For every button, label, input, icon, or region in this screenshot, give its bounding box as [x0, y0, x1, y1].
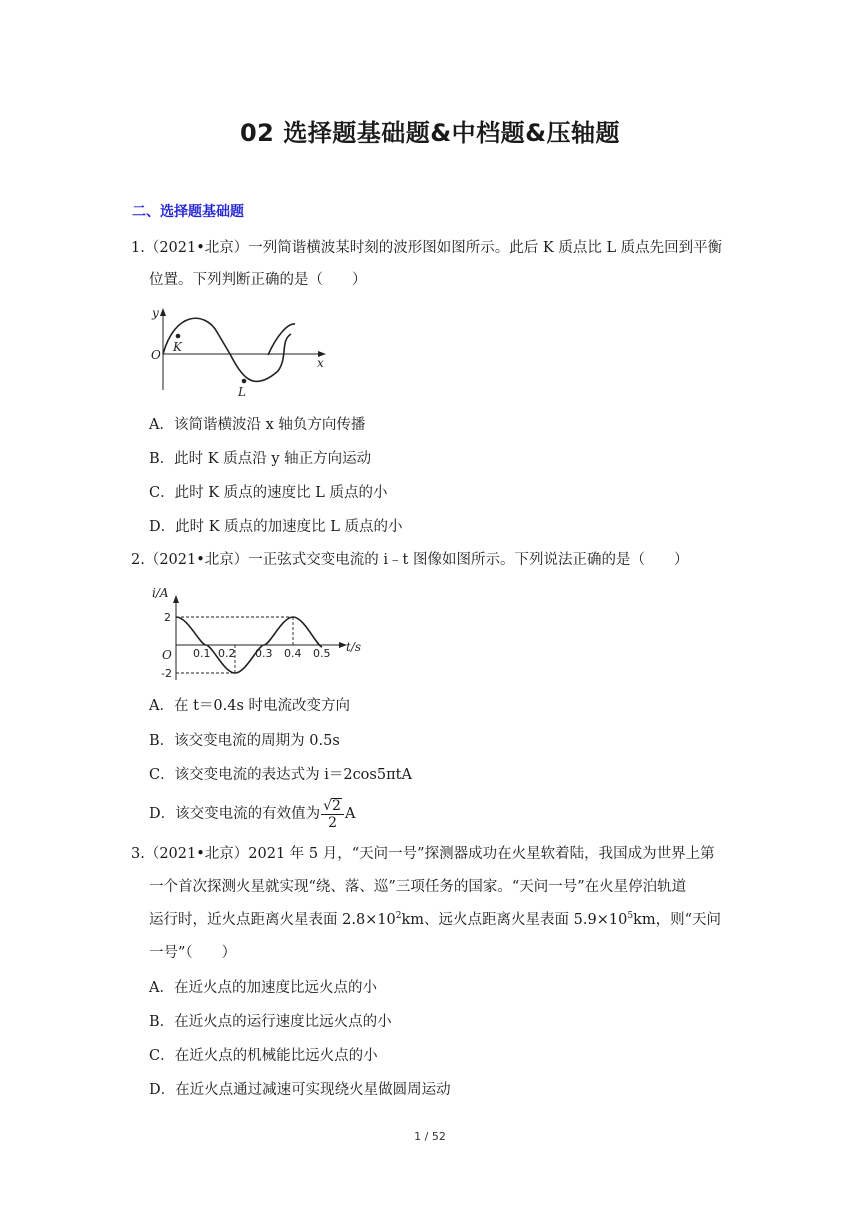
question-3-option-d: D．在近火点通过减速可实现绕火星做圆周运动: [149, 1082, 451, 1098]
q1-wave-curve: [163, 318, 291, 381]
question-2-current-figure: [148, 585, 373, 685]
question-1-option-b: B．此时 K 质点沿 y 轴正方向运动: [149, 451, 372, 467]
question-2-option-a: A．在 t＝0.4s 时电流改变方向: [149, 698, 351, 714]
q2-origin-label: O: [162, 648, 172, 662]
question-3-stem-line2: 一个首次探测火星就实现“绕、落、巡”三项任务的国家。“天问一号”在火星停泊轨道: [149, 879, 687, 895]
q2-x-tick-03: 0.3: [255, 647, 273, 660]
q3-line3-part2: km、远火点距离火星表面 5.9×10: [401, 912, 628, 928]
q2-x-tick-01: 0.1: [193, 647, 211, 660]
q2-y-tick-neg: -2: [161, 667, 172, 680]
q1-x-label: x: [317, 356, 324, 370]
q2-x-tick-02: 0.2: [218, 647, 236, 660]
section-heading: 二、选择题基础题: [132, 204, 244, 220]
question-3-option-c: C．在近火点的机械能比远火点的小: [149, 1048, 378, 1064]
question-3-stem-line1: 3.（2021•北京）2021 年 5 月，“天问一号”探测器成功在火星软着陆，我国成为世界上第: [131, 846, 715, 862]
q2-y-tick-pos: 2: [164, 611, 171, 624]
q1-l-label: L: [238, 385, 246, 399]
q2-x-label: t/s: [346, 640, 362, 654]
q1-y-label: y: [152, 306, 159, 320]
q2-y-label: i/A: [152, 586, 169, 600]
question-2-stem-line1: 2.（2021•北京）一正弦式交变电流的 i﹣t 图像如图所示。下列说法正确的是（ ）: [131, 552, 689, 568]
question-3-stem-line4: 一号”（ ）: [149, 945, 237, 961]
q3-exponent-1: 2: [395, 911, 402, 921]
question-1-stem-line1: 1.（2021•北京）一列简谐横波某时刻的波形图如图所示。此后 K 质点比 L 质点先回到平衡: [131, 240, 723, 256]
question-3-option-a: A．在近火点的加速度比远火点的小: [149, 980, 377, 996]
q1-k-label: K: [173, 340, 182, 354]
page-title: 02 选择题基础题&中档题&压轴题: [239, 119, 621, 147]
question-1-wave-figure: [150, 305, 335, 400]
q2-i-axis-arrow: [173, 595, 179, 603]
q3-exponent-2: 5: [627, 911, 634, 921]
q1-point-k: [176, 334, 181, 339]
question-3-option-b: B．在近火点的运行速度比远火点的小: [149, 1014, 392, 1030]
q3-line3-part3: km，则“天问: [633, 912, 722, 928]
question-2-option-d: [149, 795, 355, 833]
q3-line3-part1: 运行时，近火点距离火星表面 2.8×10: [149, 912, 396, 928]
q1-origin-label: O: [151, 348, 161, 362]
page-number: 1 / 52: [414, 1130, 446, 1143]
question-2-option-c: C．该交变电流的表达式为 i＝2cos5πtA: [149, 767, 412, 783]
q1-y-axis-arrow: [160, 308, 166, 316]
sqrt-radicand: 2: [332, 798, 341, 814]
question-1-option-a: A．该简谐横波沿 x 轴负方向传播: [149, 417, 366, 433]
q1-wave-curve-tail: [268, 324, 295, 355]
sqrt-fraction: $\frac{√2}{2}$: [321, 798, 344, 830]
fraction-denominator: 2: [328, 815, 337, 831]
q2-x-tick-04: 0.4: [284, 647, 302, 660]
question-1-stem-line2: 位置。下列判断正确的是（ ）: [149, 272, 367, 288]
question-1-option-c: C．此时 K 质点的速度比 L 质点的小: [149, 485, 388, 501]
question-3-stem-line3: [149, 910, 721, 930]
question-2-option-b: B．该交变电流的周期为 0.5s: [149, 733, 340, 749]
question-1-option-d: D．此时 K 质点的加速度比 L 质点的小: [149, 519, 403, 535]
question-2-option-d-text: D．该交变电流的有效值为: [149, 806, 321, 822]
q2-x-tick-05: 0.5: [313, 647, 331, 660]
q1-point-l: [242, 379, 247, 384]
question-2-option-d-unit: A: [344, 806, 356, 822]
